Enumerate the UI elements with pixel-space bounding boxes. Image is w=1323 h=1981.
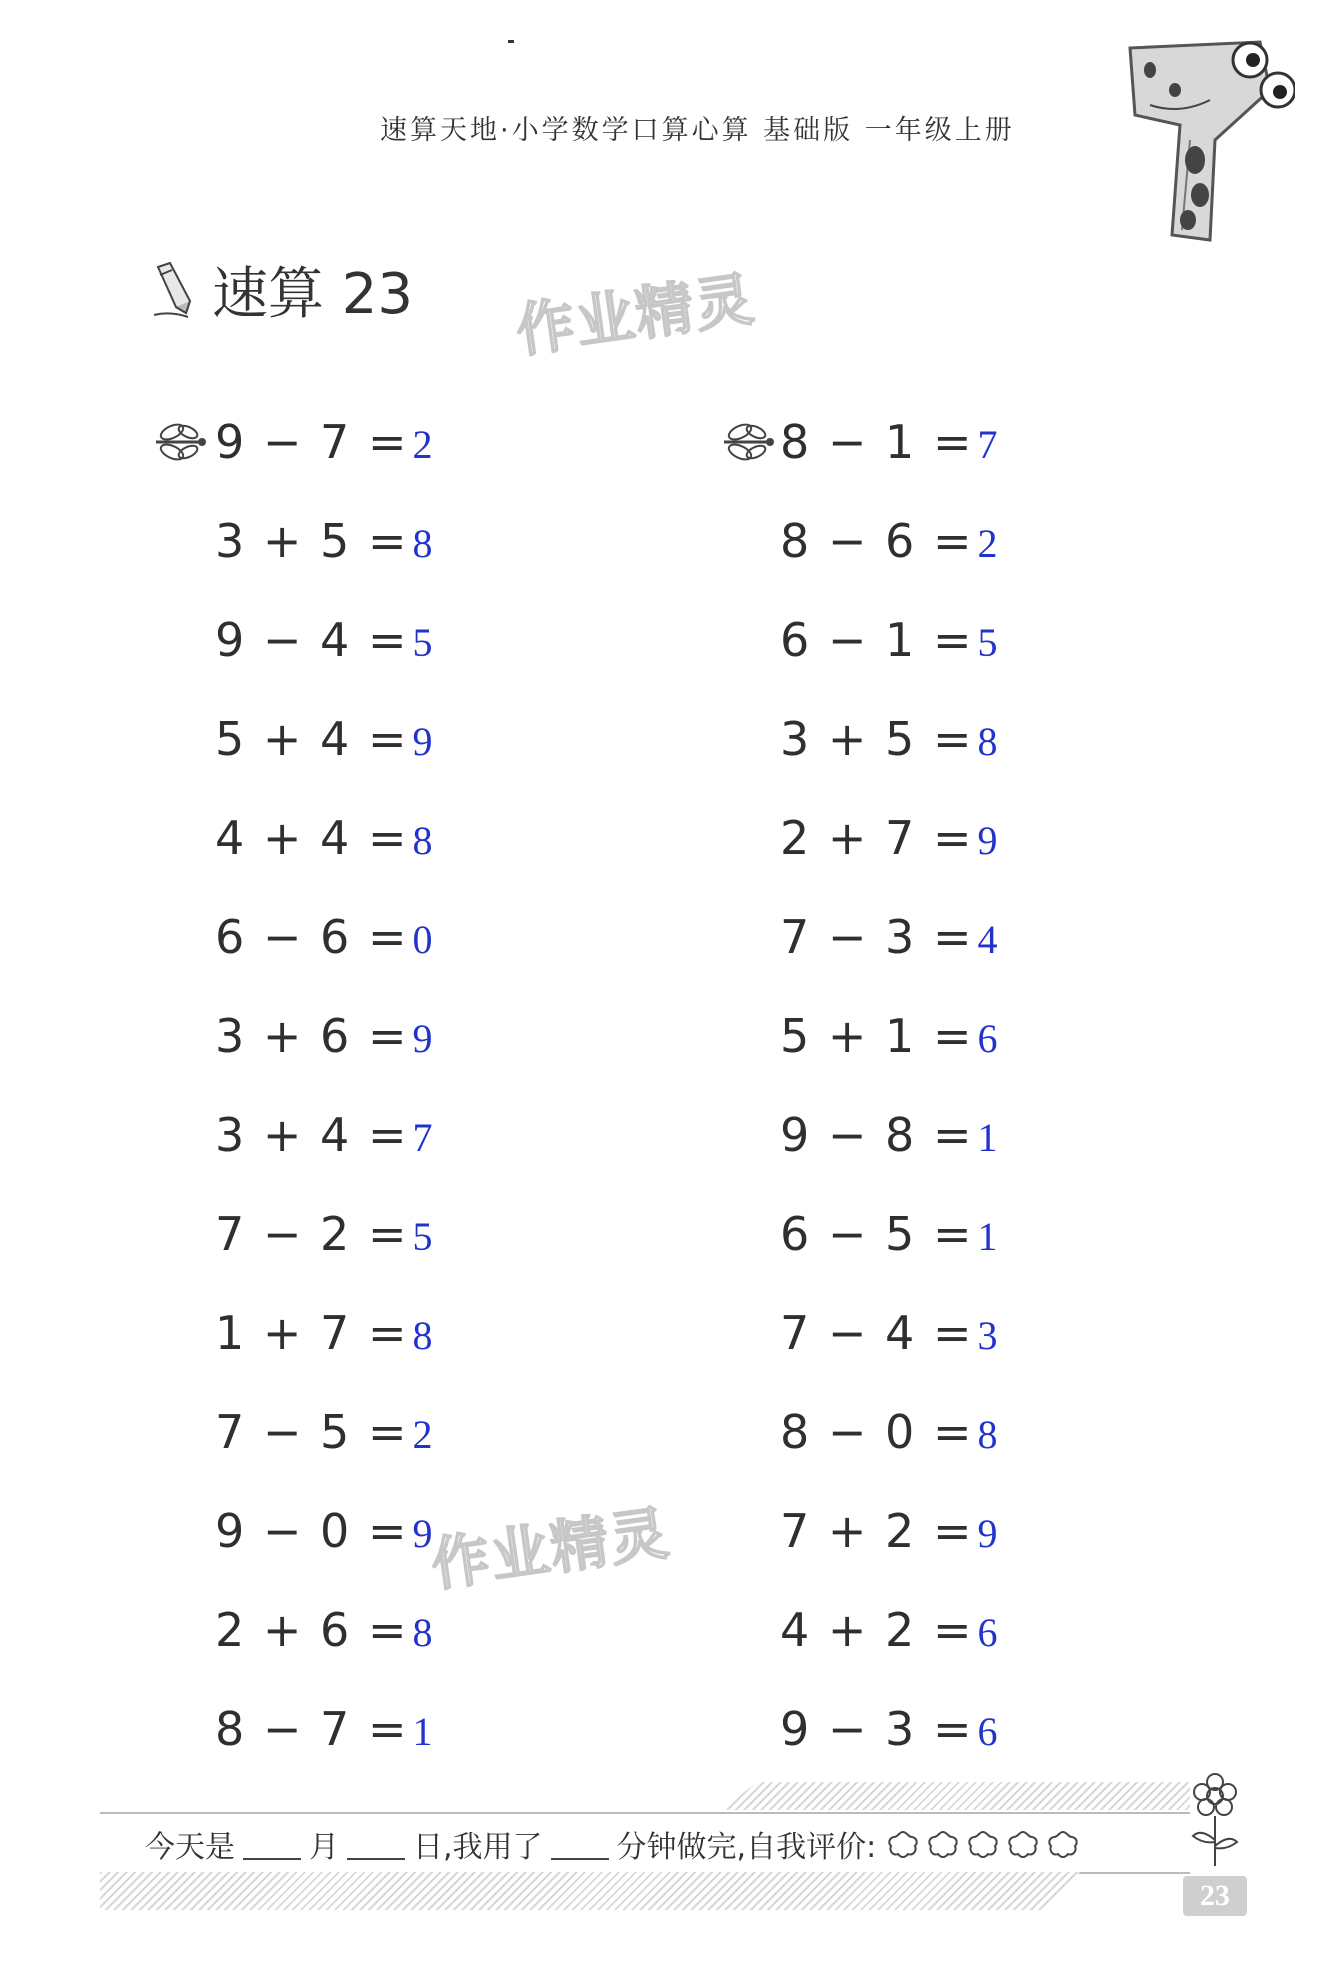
star-outline-icon[interactable]: [886, 1829, 920, 1859]
problem-left-8: 3 + 4 = 7: [215, 1108, 433, 1162]
answer: 4: [977, 917, 998, 962]
page-number: 23: [1183, 1876, 1247, 1916]
watermark: 作业精灵: [427, 1498, 675, 1600]
answer: 0: [412, 917, 433, 962]
problem-right-7: 5 + 1 = 6: [780, 1009, 998, 1063]
answer: 8: [977, 719, 998, 764]
dragonfly-icon: [718, 420, 776, 464]
problem-right-8: 9 − 8 = 1: [780, 1108, 998, 1162]
pencil-icon: [150, 261, 198, 319]
problem-left-2: 3 + 5 = 8: [215, 514, 433, 568]
answer: 1: [977, 1214, 998, 1259]
problem-right-13: 4 + 2 = 6: [780, 1603, 998, 1657]
star-outline-icon[interactable]: [1046, 1829, 1080, 1859]
problem-right-11: 8 − 0 = 8: [780, 1405, 998, 1459]
watermark: 作业精灵: [512, 264, 760, 366]
answer: 9: [412, 1016, 433, 1061]
answer: 5: [412, 620, 433, 665]
answer: 1: [977, 1115, 998, 1160]
answer: 5: [977, 620, 998, 665]
answer: 5: [412, 1214, 433, 1259]
section-title: [150, 250, 413, 330]
answer: 6: [977, 1610, 998, 1655]
problem-left-14: 8 − 7 = 1: [215, 1702, 433, 1756]
problem-right-5: 2 + 7 = 9: [780, 811, 998, 865]
problem-left-3: 9 − 4 = 5: [215, 613, 433, 667]
book-title: 速算天地·小学数学口算心算 基础版 一年级上册: [380, 115, 1015, 146]
problem-left-4: 5 + 4 = 9: [215, 712, 433, 766]
problem-right-6: 7 − 3 = 4: [780, 910, 998, 964]
problem-left-5: 4 + 4 = 8: [215, 811, 433, 865]
problem-left-12: 9 − 0 = 9: [215, 1504, 433, 1558]
answer: 3: [977, 1313, 998, 1358]
answer: 7: [412, 1115, 433, 1160]
self-evaluation-line: 今天是 月 日,我用了 分钟做完,自我评价:: [145, 1822, 1080, 1866]
answer: 2: [412, 422, 433, 467]
answer: 9: [412, 719, 433, 764]
footer-decoration: [100, 1872, 1080, 1910]
answer: 9: [977, 818, 998, 863]
problem-right-4: 3 + 5 = 8: [780, 712, 998, 766]
section-title-text: 速算 23: [212, 262, 414, 327]
problem-left-6: 6 − 6 = 0: [215, 910, 433, 964]
answer: 9: [977, 1511, 998, 1556]
problem-left-13: 2 + 6 = 8: [215, 1603, 433, 1657]
giraffe-seven-mascot-icon: [1110, 30, 1295, 245]
minutes-blank[interactable]: [551, 1828, 609, 1860]
answer: 6: [977, 1709, 998, 1754]
answer: 9: [412, 1511, 433, 1556]
dragonfly-icon: [150, 420, 208, 464]
problem-right-3: 6 − 1 = 5: [780, 613, 998, 667]
problem-left-1: 9 − 7 = 2: [215, 415, 433, 469]
star-outline-icon[interactable]: [966, 1829, 1000, 1859]
rating-stars: [886, 1829, 1080, 1859]
flower-icon: [1185, 1770, 1245, 1870]
answer: 8: [412, 818, 433, 863]
problem-right-10: 7 − 4 = 3: [780, 1306, 998, 1360]
problem-right-12: 7 + 2 = 9: [780, 1504, 998, 1558]
problem-left-10: 1 + 7 = 8: [215, 1306, 433, 1360]
problem-left-11: 7 − 5 = 2: [215, 1405, 433, 1459]
day-blank[interactable]: [347, 1828, 405, 1860]
answer: 8: [412, 1313, 433, 1358]
problem-left-7: 3 + 6 = 9: [215, 1009, 433, 1063]
problem-right-1: 8 − 1 = 7: [780, 415, 998, 469]
answer: 7: [977, 422, 998, 467]
problem-left-9: 7 − 2 = 5: [215, 1207, 433, 1261]
answer: 8: [977, 1412, 998, 1457]
problem-right-2: 8 − 6 = 2: [780, 514, 998, 568]
answer: 8: [412, 521, 433, 566]
answer: 1: [412, 1709, 433, 1754]
answer: 6: [977, 1016, 998, 1061]
problem-right-9: 6 − 5 = 1: [780, 1207, 998, 1261]
answer: 2: [412, 1412, 433, 1457]
answer: 2: [977, 521, 998, 566]
answer: 8: [412, 1610, 433, 1655]
footer-decoration: [720, 1782, 1190, 1810]
star-outline-icon[interactable]: [1006, 1829, 1040, 1859]
header-mark: [508, 40, 514, 43]
month-blank[interactable]: [243, 1828, 301, 1860]
problem-right-14: 9 − 3 = 6: [780, 1702, 998, 1756]
star-outline-icon[interactable]: [926, 1829, 960, 1859]
